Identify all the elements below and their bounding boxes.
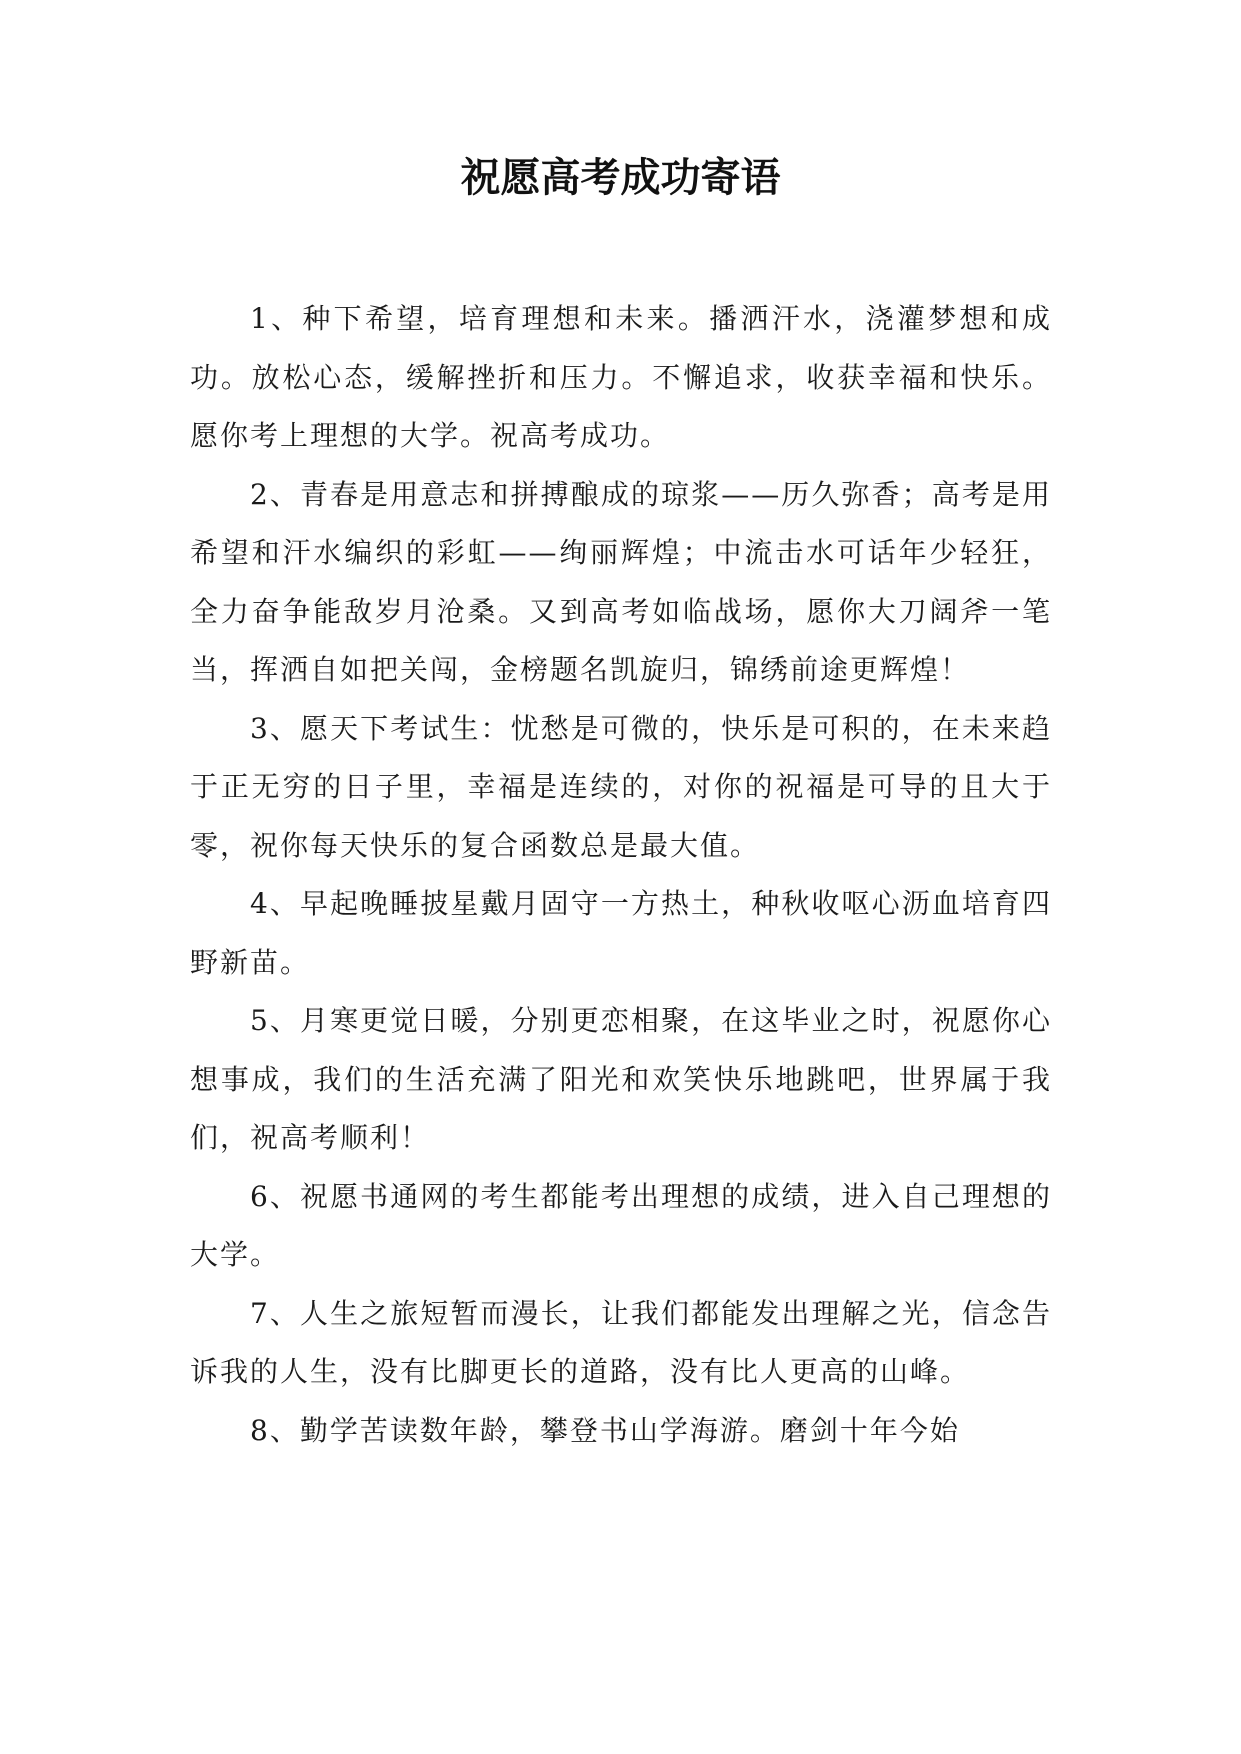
paragraph-4: 4、早起晚睡披星戴月固守一方热土，种秋收呕心沥血培育四野新苗。: [190, 887, 1052, 979]
paragraph-1: 1、种下希望，培育理想和未来。播洒汗水，浇灌梦想和成功。放松心态，缓解挫折和压力。不懈追求，收获幸福和快乐。愿你考上理想的大学。祝高考成功。: [190, 302, 1052, 452]
paragraph-5: 5、月寒更觉日暖，分别更恋相聚，在这毕业之时，祝愿你心想事成，我们的生活充满了阳光和欢笑快乐地跳吧，世界属于我们，祝高考顺利！: [190, 1004, 1052, 1154]
paragraph-6: 6、祝愿书通网的考生都能考出理想的成绩，进入自己理想的大学。: [190, 1179, 1052, 1271]
paragraph-2: 2、青春是用意志和拼搏酿成的琼浆——历久弥香；高考是用希望和汗水编织的彩虹——绚丽辉煌；中流击水可话年少轻狂，全力奋争能敌岁月沧桑。又到高考如临战场，愿你大刀阔斧一笔当，挥洒自如把关闯，金榜题名凯旋归，锦绣前途更辉煌！: [190, 477, 1052, 686]
page-title: 祝愿高考成功寄语: [460, 155, 781, 201]
paragraph-3: 3、愿天下考试生：忧愁是可微的，快乐是可积的，在未来趋于正无穷的日子里，幸福是连续的，对你的祝福是可导的且大于零，祝你每天快乐的复合函数总是最大值。: [190, 711, 1052, 862]
paragraph-7: 7、人生之旅短暂而漫长，让我们都能发出理解之光，信念告诉我的人生，没有比脚更长的道路，没有比人更高的山峰。: [190, 1296, 1052, 1388]
paragraph-8: 8、勤学苦读数年龄，攀登书山学海游。磨剑十年今始: [250, 1413, 960, 1447]
document-body: [190, 290, 1052, 1460]
